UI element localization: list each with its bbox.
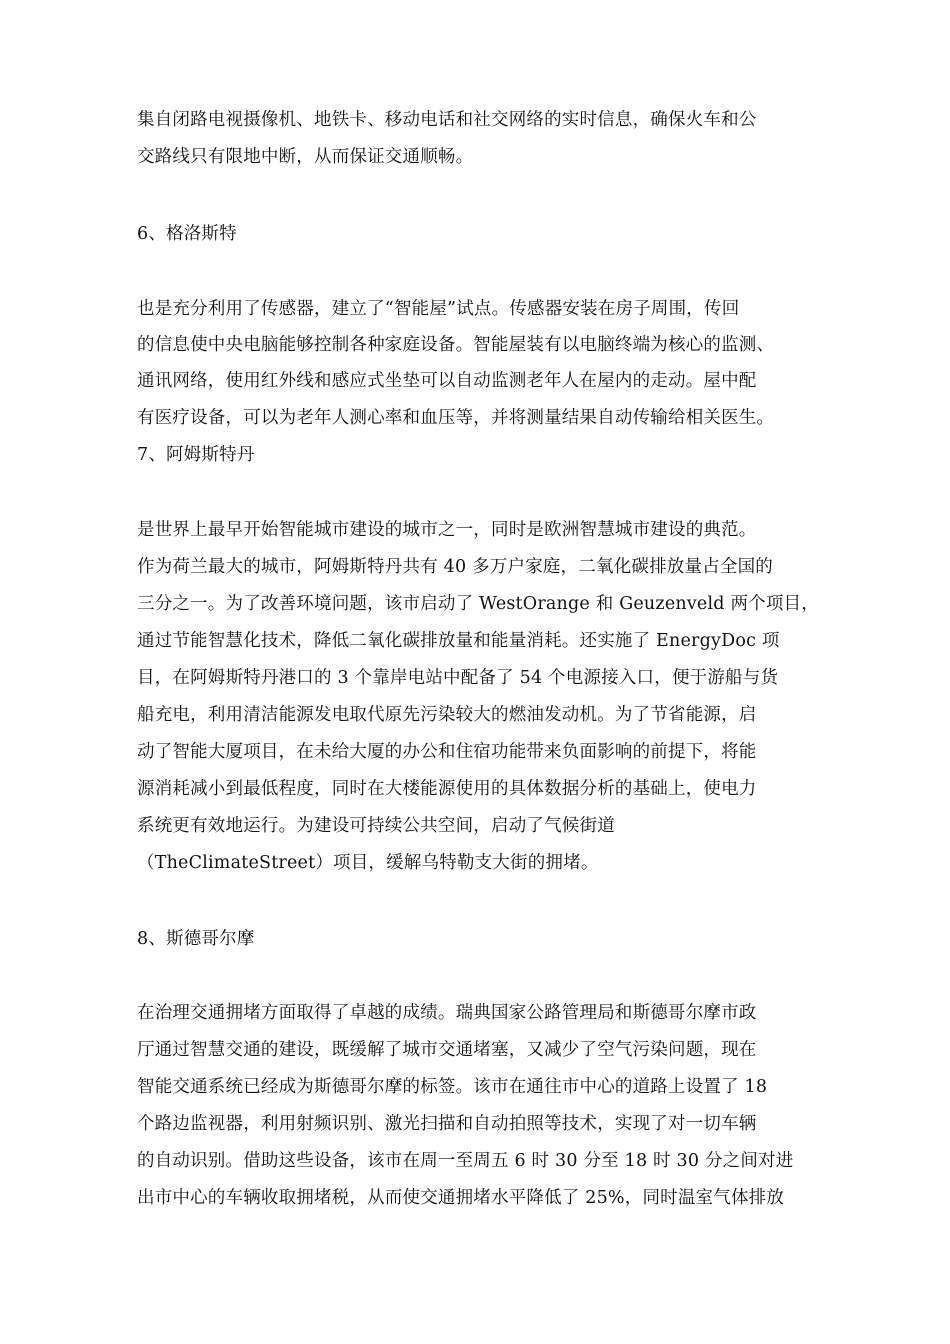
text-line: 作为荷兰最大的城市，阿姆斯特丹共有 40 多万户家庭，二氧化碳排放量占全国的 — [137, 557, 773, 577]
text-line: 个路边监视器，利用射频识别、激光扫描和自动拍照等技术，实现了对一切车辆 — [137, 1114, 757, 1134]
text-line: 有医疗设备，可以为老年人测心率和血压等，并将测量结果自动传输给相关医生。 — [137, 408, 775, 428]
text-line: （TheClimateStreet）项目，缓解乌特勒支大街的拥堵。 — [137, 853, 599, 873]
text-line: 动了智能大厦项目，在未给大厦的办公和住宿功能带来负面影响的前提下，将能 — [137, 742, 757, 762]
text-line: 通讯网络，使用红外线和感应式坐垫可以自动监测老年人在屋内的走动。屋中配 — [137, 371, 757, 391]
text-line: 出市中心的车辆收取拥堵税，从而使交通拥堵水平降低了 25%，同时温室气体排放 — [137, 1188, 785, 1208]
text-line: 交路线只有限地中断，从而保证交通顺畅。 — [137, 147, 474, 167]
text-line: 也是充分利用了传感器，建立了“智能屋”试点。传感器安装在房子周围，传回 — [137, 299, 740, 319]
text-line: 的信息使中央电脑能够控制各种家庭设备。智能屋装有以电脑终端为核心的监测、 — [137, 335, 775, 355]
text-line: 集自闭路电视摄像机、地铁卡、移动电话和社交网络的实时信息，确保火车和公 — [137, 110, 757, 130]
text-line: 目，在阿姆斯特丹港口的 3 个靠岸电站中配备了 54 个电源接入口，便于游船与货 — [137, 668, 779, 688]
section-heading-7: 7、阿姆斯特丹 — [137, 445, 255, 465]
text-line: 厅通过智慧交通的建设，既缓解了城市交通堵塞，又减少了空气污染问题，现在 — [137, 1040, 757, 1060]
section-heading-6: 6、格洛斯特 — [137, 224, 237, 244]
text-line: 是世界上最早开始智能城市建设的城市之一，同时是欧洲智慧城市建设的典范。 — [137, 520, 757, 540]
text-line: 三分之一。为了改善环境问题，该市启动了 WestOrange 和 Geuzenveld 两个项目， — [137, 594, 819, 614]
text-line: 在治理交通拥堵方面取得了卓越的成绩。瑞典国家公路管理局和斯德哥尔摩市政 — [137, 1003, 757, 1023]
text-line: 通过节能智慧化技术，降低二氧化碳排放量和能量消耗。还实施了 EnergyDoc 项 — [137, 631, 780, 651]
text-line: 系统更有效地运行。为建设可持续公共空间，启动了气候街道 — [137, 816, 615, 836]
text-line: 源消耗减小到最低程度，同时在大楼能源使用的具体数据分析的基础上，使电力 — [137, 779, 757, 799]
text-line: 船充电，利用清洁能源发电取代原先污染较大的燃油发动机。为了节省能源，启 — [137, 705, 757, 725]
section-heading-8: 8、斯德哥尔摩 — [137, 929, 255, 949]
text-line: 智能交通系统已经成为斯德哥尔摩的标签。该市在通往市中心的道路上设置了 18 — [137, 1077, 768, 1097]
text-line: 的自动识别。借助这些设备，该市在周一至周五 6 时 30 分至 18 时 30 分之间对进 — [137, 1151, 794, 1171]
